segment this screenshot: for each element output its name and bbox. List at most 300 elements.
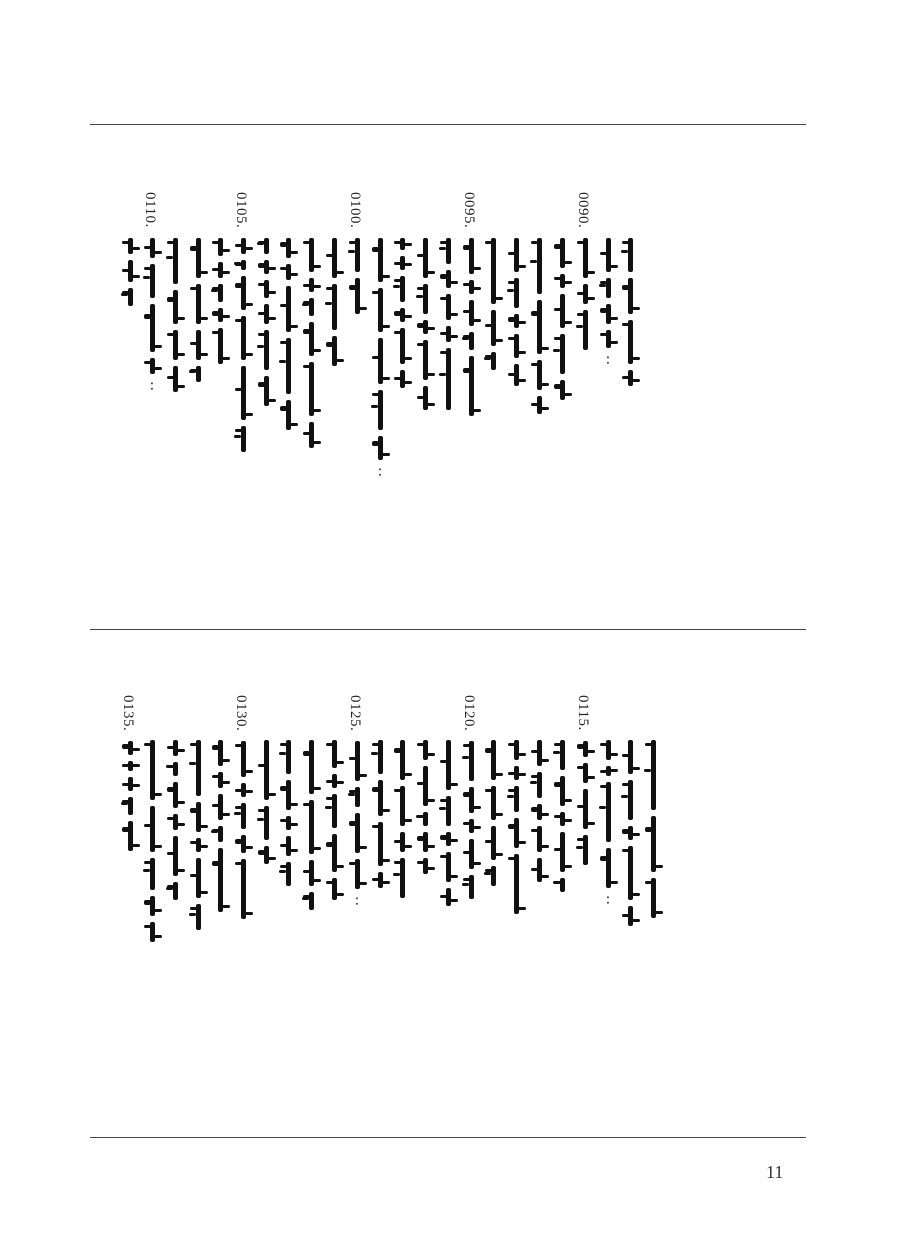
script-word [469,875,474,899]
script-word [583,835,588,865]
script-word [514,740,519,760]
text-column [119,238,141,358]
script-word [469,300,474,326]
script-word [196,366,201,382]
mongolian-script-line [256,740,276,870]
text-column [437,238,459,528]
script-word [446,832,451,846]
script-word [173,238,178,284]
mongolian-script-line [165,238,185,398]
script-word [286,780,291,810]
script-word [196,802,201,832]
script-word [355,859,360,889]
mongolian-script-line [438,740,458,912]
text-column [574,192,596,392]
script-word [332,794,337,828]
script-word [286,740,291,774]
mongolian-script-line [278,238,298,436]
script-word [446,294,451,320]
mongolian-script-line [598,238,618,372]
mongolian-script-line [210,238,230,370]
script-word [150,304,155,352]
script-word [537,772,542,798]
script-word [423,284,428,314]
script-word [400,786,405,826]
script-word [332,336,337,366]
script-word [583,310,588,350]
script-word [628,906,633,926]
script-word [400,256,405,270]
text-column [209,740,231,1040]
script-word [560,776,565,806]
script-word [469,280,474,294]
script-word [332,774,337,788]
text-column [551,740,573,1000]
entry-number: 0095. [461,192,477,229]
script-word [400,858,405,898]
script-word [423,832,428,852]
text-column [300,238,322,548]
script-word [264,376,269,406]
text-column [300,740,322,1010]
script-word [128,260,133,282]
script-word [150,858,155,890]
script-word [286,862,291,886]
script-word [264,238,269,254]
script-word [309,298,314,316]
script-word [446,852,451,882]
script-word [628,278,633,314]
script-word [196,904,201,930]
script-word [491,826,496,860]
script-word [264,280,269,298]
script-word [560,334,565,374]
mongolian-script-line [188,740,208,936]
script-word [560,878,565,892]
text-column [369,238,391,558]
script-word [491,786,496,820]
text-column [619,238,641,458]
sentence-end-mark: ∶ [378,465,382,481]
script-word [196,740,201,796]
script-word [264,304,269,324]
text-column [277,238,299,548]
mongolian-script-line [415,238,435,416]
text-column [528,238,550,518]
text-column [369,740,391,960]
text-column [323,740,345,1010]
text-column [528,740,550,1010]
script-word [355,787,360,807]
text-column [255,740,277,970]
mongolian-script-line [415,740,435,880]
script-word [400,328,405,364]
mongolian-script-line [301,238,321,454]
script-word [606,304,611,324]
script-word [446,348,451,410]
script-word [423,340,428,380]
script-word [173,882,178,900]
script-word [560,238,565,268]
script-word [560,832,565,872]
script-word [128,777,133,791]
script-word [628,238,633,272]
script-word [196,330,201,360]
script-word [537,804,542,820]
script-word [651,740,656,810]
script-word [309,278,314,292]
script-word [423,766,428,806]
text-column [255,238,277,548]
script-word [241,426,246,452]
script-word [514,854,519,914]
script-word [606,238,611,272]
script-word [560,294,565,328]
text-column [482,740,504,1000]
entry-number: 0135. [120,695,136,732]
script-word [378,338,383,384]
script-word [241,260,246,270]
script-word [537,826,542,852]
mongolian-script-line [643,740,663,924]
script-word [196,838,201,852]
script-word [378,238,383,282]
script-word [446,238,451,264]
script-word [400,370,405,388]
script-word [628,846,633,900]
mongolian-script-line [301,740,321,916]
script-word [423,858,428,874]
script-word [332,834,337,872]
mongolian-script-line [347,741,367,913]
mongolian-script-line [620,238,640,392]
text-column [460,695,482,985]
script-word [218,772,223,788]
mongolian-script-line [347,238,367,320]
script-word [128,238,133,254]
script-word [264,330,269,370]
script-word [286,338,291,394]
mongolian-script-line [529,238,549,420]
mongolian-script-line [392,740,412,904]
text-column [141,740,163,1050]
script-word [218,238,223,256]
script-word [264,740,269,800]
mongolian-script-line [233,741,253,925]
script-word [606,766,611,776]
script-word [583,763,588,783]
script-word [514,334,519,358]
text-column [642,740,664,980]
script-word [218,262,223,278]
mongolian-script-line [324,238,344,372]
script-word [355,278,360,314]
script-word [400,276,405,302]
script-word [196,238,201,278]
script-word [537,396,542,414]
mongolian-script-line [233,238,253,458]
script-word [241,803,246,829]
script-word [150,922,155,942]
mongolian-script-line [278,740,298,892]
script-word [309,362,314,416]
script-word [241,741,246,777]
script-word [628,780,633,820]
script-word [606,782,611,842]
script-word [469,238,474,274]
entry-number: 0100. [347,192,363,229]
script-word [218,794,223,820]
sentence-end-mark: ∶ [355,894,359,910]
script-word [628,826,633,840]
text-column [346,695,368,935]
script-word [332,878,337,900]
script-word [514,314,519,328]
script-word [446,270,451,288]
script-word [264,846,269,864]
mongolian-script-line [506,238,526,392]
script-word [128,741,133,755]
script-word [423,386,428,410]
text-column [551,238,573,518]
script-word [378,780,383,816]
script-word [628,740,633,774]
script-word [446,740,451,790]
script-word [651,816,656,872]
script-word [514,278,519,308]
mongolian-script-line [438,238,458,416]
script-word [378,390,383,430]
script-word [423,812,428,826]
mongolian-script-line [552,740,572,898]
mongolian-script-line [324,740,344,906]
script-word [469,819,474,833]
text-column [574,695,596,915]
text-column [187,740,209,1050]
script-word [173,762,178,776]
middle-divider-rule [90,629,806,630]
script-word [241,238,246,254]
script-word [469,787,474,813]
text-column [414,238,436,548]
text-column [187,238,209,458]
script-word [469,839,474,869]
mongolian-script-line [120,238,140,312]
script-word [241,859,246,919]
mongolian-script-line [598,740,618,912]
script-word [218,740,223,766]
entry-number: 0110. [142,192,158,228]
script-word [286,264,291,280]
script-word [264,806,269,840]
script-word [355,813,360,853]
script-word [241,276,246,310]
bottom-divider-rule [90,1137,806,1138]
script-word [583,789,588,829]
text-column [232,695,254,1015]
page-number: 11 [766,1162,784,1182]
script-word [309,800,314,854]
script-word [309,740,314,794]
script-word [128,761,133,771]
script-word [218,826,223,842]
script-word [309,238,314,272]
script-word [173,366,178,392]
entry-number: 0090. [575,192,591,229]
script-word [651,878,656,918]
script-word [469,332,474,350]
script-word [286,816,291,830]
script-word [606,278,611,298]
entry-number: 0115. [575,695,591,731]
script-word [150,238,155,258]
script-word [173,740,178,756]
script-word [514,766,519,780]
script-word [150,806,155,852]
script-word [537,740,542,766]
script-word [173,814,178,830]
mongolian-script-line [370,740,390,894]
script-word [560,812,565,826]
mongolian-script-line [461,238,481,422]
script-word [241,783,246,797]
script-word [332,238,337,278]
script-word [128,288,133,306]
mongolian-script-line [552,238,572,406]
script-word [514,364,519,386]
script-word [286,286,291,332]
sentence-end-mark: ∶ [150,379,154,395]
script-word [218,308,223,322]
script-word [196,284,201,324]
text-column [460,192,482,492]
script-word [150,896,155,916]
script-word [491,740,496,780]
script-word [491,238,496,304]
script-word [309,892,314,910]
text-column [209,238,231,408]
entry-number: 0130. [233,695,249,732]
mongolian-script-line [483,238,503,376]
script-word [173,782,178,808]
mongolian-script-line [483,740,503,892]
script-word [514,818,519,848]
script-word [355,741,360,781]
script-word [606,740,611,760]
script-word [491,310,496,346]
script-word [423,740,428,760]
script-word [378,822,383,866]
script-word [469,741,474,781]
script-word [400,740,405,780]
text-column [277,740,299,1000]
script-word [173,330,178,360]
script-word [218,284,223,302]
mongolian-script-line [575,741,595,871]
text-column [619,740,641,1050]
text-column [232,192,254,512]
script-word [514,786,519,812]
script-word [537,238,542,294]
mongolian-script-line [461,741,481,905]
script-word [560,380,565,400]
script-word [400,308,405,322]
script-word [241,835,246,853]
script-word [150,264,155,298]
sentence-end-mark: ∶ [606,893,610,909]
mongolian-script-line [392,238,412,394]
text-column [141,192,163,502]
entry-number: 0120. [461,695,477,732]
script-word [423,320,428,334]
script-word [537,858,542,882]
text-column [323,238,345,388]
script-word [446,888,451,906]
mongolian-script-line [120,741,140,857]
sentence-end-mark: ∶ [606,353,610,369]
script-word [128,797,133,815]
script-word [400,238,405,250]
script-word [218,848,223,912]
mongolian-script-line [620,740,640,932]
script-word [378,740,383,774]
entry-number: 0105. [233,192,249,229]
text-column [437,740,459,1000]
mongolian-script-line [256,238,276,412]
mongolian-script-line [142,238,162,398]
script-word [241,366,246,420]
script-word [560,740,565,770]
script-word [400,832,405,852]
script-word [150,740,155,800]
script-word [583,284,588,304]
text-column [164,238,186,468]
script-word [514,238,519,272]
mongolian-script-line [506,740,526,920]
text-column [505,238,527,498]
script-word [583,741,588,757]
script-word [491,866,496,886]
script-word [309,322,314,356]
text-column [164,740,186,1000]
text-column [391,740,413,1000]
script-word [491,352,496,370]
text-column [414,740,436,1000]
script-word [332,740,337,768]
script-word [196,858,201,898]
mongolian-script-line [210,740,230,918]
text-column [391,238,413,518]
script-word [332,284,337,330]
script-word [378,436,383,460]
script-word [537,300,542,354]
script-word [446,326,451,342]
script-word [446,796,451,826]
mongolian-script-line [142,740,162,948]
script-word [173,836,178,876]
script-word [286,400,291,430]
script-word [264,260,269,274]
script-word [241,316,246,360]
script-word [309,860,314,886]
entry-number: 0125. [347,695,363,732]
script-word [309,422,314,448]
mongolian-script-line [188,238,208,388]
script-word [628,370,633,386]
script-word [378,288,383,332]
script-word [606,330,611,348]
script-word [378,872,383,888]
